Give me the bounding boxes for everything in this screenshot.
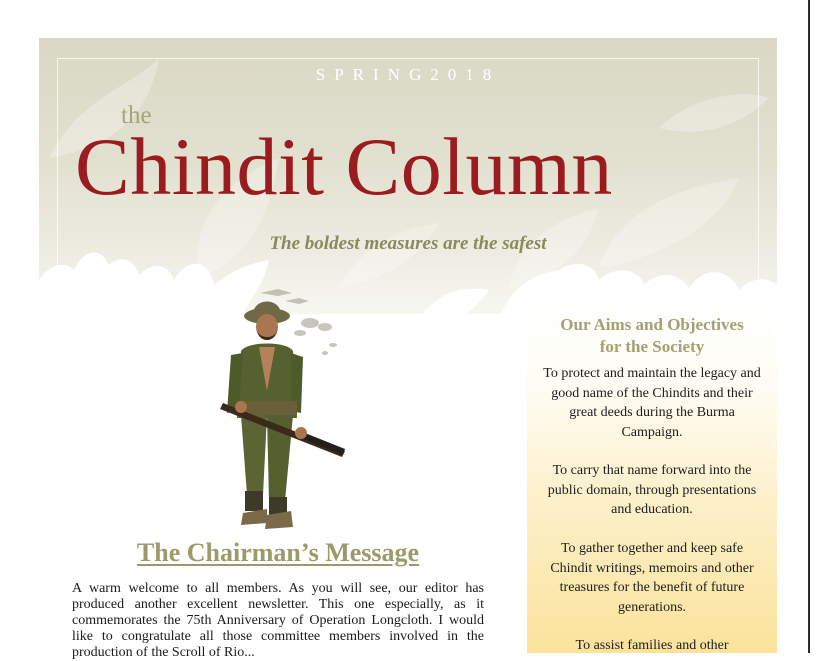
aims-item-1: To protect and maintain the legacy and good name of the Chindits and their great deeds during the Burma Campaign. [543, 366, 761, 440]
title-prefix: the [121, 102, 152, 129]
aims-item-2: To carry that name forward into the public domain, through presentations and education. [547, 463, 757, 517]
aims-heading [527, 314, 777, 358]
newsletter-title: Chindit Column [75, 121, 613, 212]
aims-heading-line1: Our Aims and Objectives [560, 315, 744, 334]
chairman-heading: The Chairman’s Message [136, 538, 420, 567]
aims-item-4: To assist families and other [575, 638, 729, 653]
aims-heading-line2: for the Society [599, 337, 705, 356]
aims-sidebar [527, 300, 777, 653]
aims-item-3: To gather together and keep safe Chindit writings, memoirs and other treasures for the benefit of future generations. [550, 541, 754, 615]
chairman-body: A warm welcome to all members. As you will see, our editor has produced another excellent newsletter. This one especially, as it commemorates the 75th Anniversary of Operation Longcloth. I would like to congratulate all those committee members involved in the production of the Scroll of Rio... [72, 581, 484, 660]
motto: The boldest measures are the safest [269, 233, 547, 254]
chindit-soldier-illustration [205, 283, 355, 538]
page-edge [808, 0, 810, 653]
issue-label: SPRING2018 [315, 65, 501, 84]
